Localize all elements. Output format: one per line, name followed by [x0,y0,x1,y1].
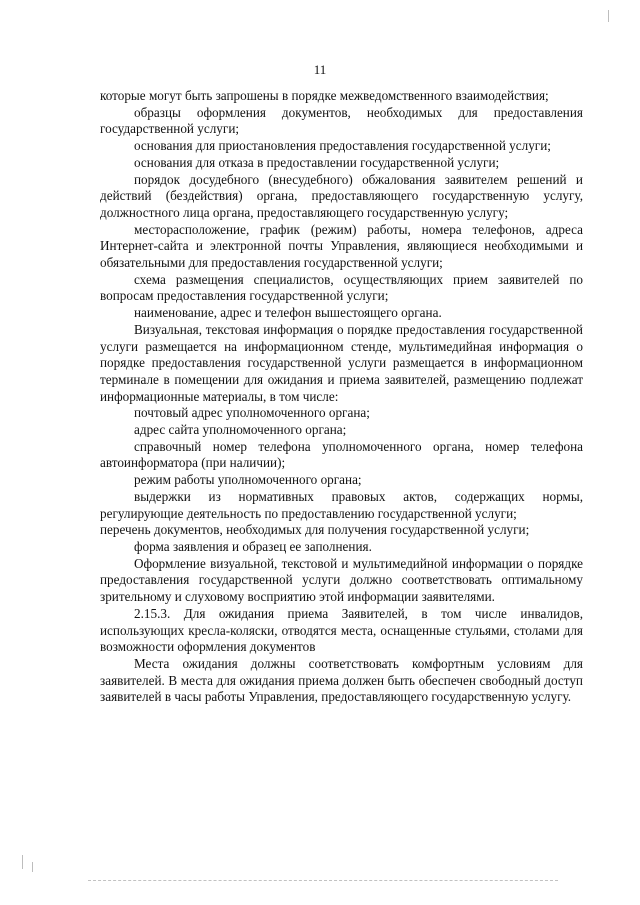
scan-artifact-mark [32,862,33,872]
paragraph: 2.15.3. Для ожидания приема Заявителей, в том числе инвалидов, использующих кресла-коляски, отводятся места, оснащенные стульями, столами для возможности оформления документов [100,605,583,655]
paragraph: образцы оформления документов, необходимых для предоставления государственной услуги; [100,104,583,137]
paragraph: основания для отказа в предоставлении государственной услуги; [134,154,500,170]
paragraph: справочный номер телефона уполномоченного органа, номер телефона автоинформатора (при наличии); [100,438,583,471]
paragraph: основания для приостановления предоставления государственной услуги; [134,138,551,154]
paragraph: почтовый адрес уполномоченного органа; [134,405,370,421]
paragraph: Визуальная, текстовая информация о порядке предоставления государственной услуги размещается на информационном стенде, мультимедийная информация о порядке предоставления государственной услуги размещается в информационном терминале в помещении для ожидания и приема заявителей, размещению подлежат информационные материалы, в том числе: [100,321,583,404]
paragraph: режим работы уполномоченного органа; [134,472,362,488]
paragraph: порядок досудебного (внесудебного) обжалования заявителем решений и действий (бездействия) органа, предоставляющего государственную услугу, должностного лица органа, предоставляющего государственную услугу; [100,171,583,220]
paragraph: адрес сайта уполномоченного органа; [134,422,347,438]
paragraph: перечень документов, необходимых для получения государственной услуги; [100,522,530,538]
paragraph: наименование, адрес и телефон вышестоящего органа. [134,305,442,321]
paragraph: которые могут быть запрошены в порядке межведомственного взаимодействия; [100,88,549,103]
paragraph: форма заявления и образец ее заполнения. [134,538,372,554]
body-text [100,88,583,706]
page-number: 11 [313,62,327,77]
paragraph: месторасположение, график (режим) работы, номера телефонов, адреса Интернет-сайта и электронной почты Управления, являющиеся необходимыми и обязательными для предоставления государственной услуги; [100,221,583,271]
paragraph: Места ожидания должны соответствовать комфортным условиям для заявителей. В места для ожидания приема должен быть обеспечен свободный доступ заявителей в часы работы Управления, предоставляющего государственную услугу. [100,655,583,705]
paragraph: выдержки из нормативных правовых актов, содержащих нормы, регулирующие деятельность по предоставлению государственной услуги; [100,488,583,521]
paragraph: схема размещения специалистов, осуществляющих прием заявителей по вопросам предоставления государственной услуги; [100,271,583,304]
scan-artifact-line [88,880,558,881]
scan-artifact-mark [22,855,23,869]
paragraph: Оформление визуальной, текстовой и мультимедийной информации о порядке предоставления государственной услуги должно соответствовать оптимальному зрительному и слуховому восприятию этой информации заявителями. [100,555,583,605]
scan-artifact-mark [608,10,609,22]
